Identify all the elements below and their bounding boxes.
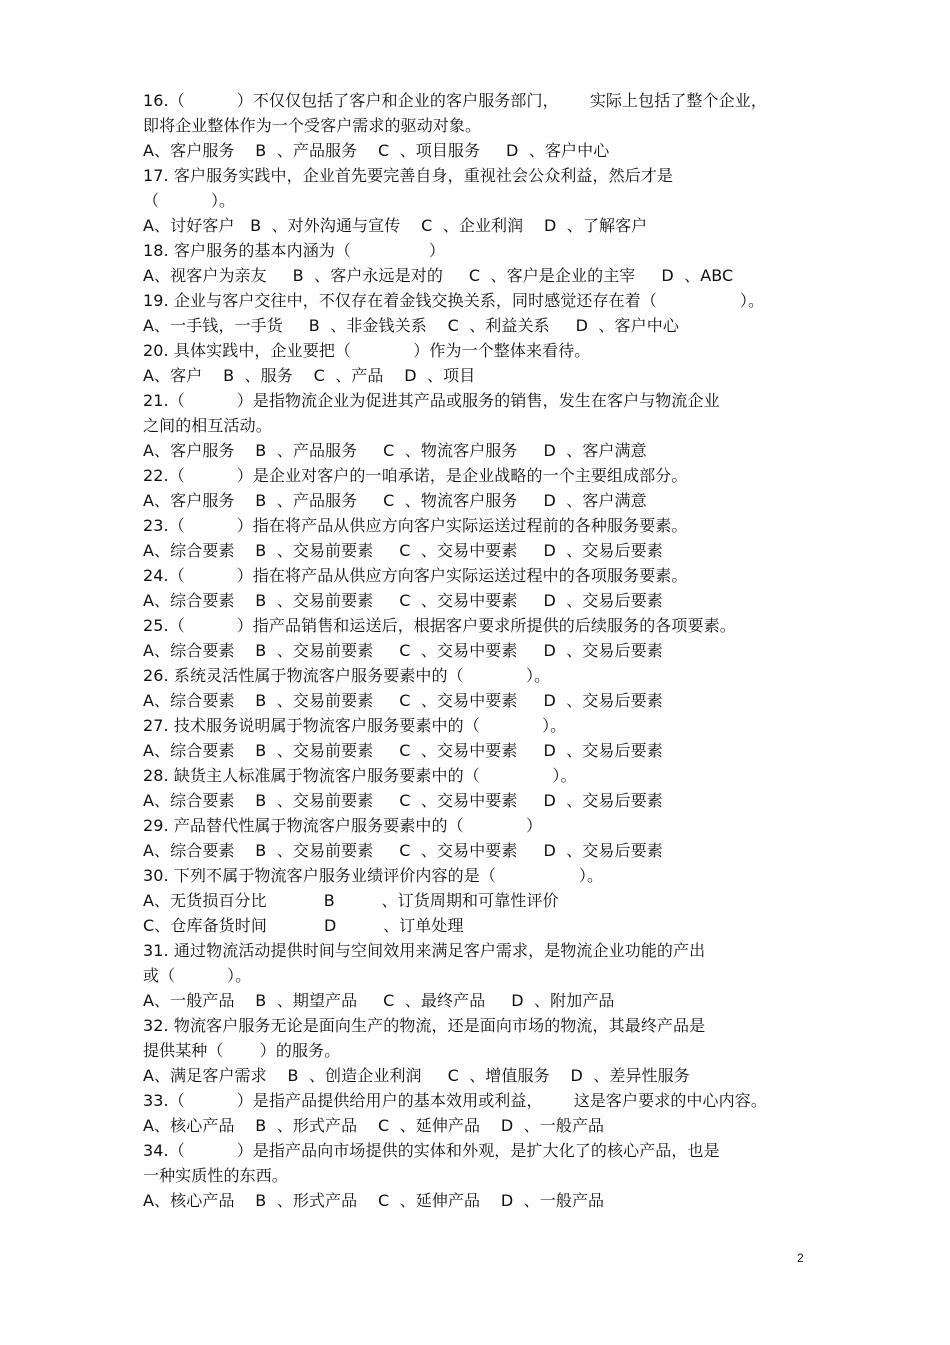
- text-line: A、客户服务 B 、产品服务 C 、物流客户服务 D 、客户满意: [143, 441, 647, 460]
- text-line: A、一般产品 B 、期望产品 C 、最终产品 D 、附加产品: [143, 991, 615, 1010]
- text-line: 34.（ ）是指产品向市场提供的实体和外观，是扩大化了的核心产品，也是: [143, 1141, 720, 1160]
- text-line: A、核心产品 B 、形式产品 C 、延伸产品 D 、一般产品: [143, 1116, 605, 1135]
- text-line: 提供某种（ ）的服务。: [143, 1041, 341, 1060]
- text-line: 26. 系统灵活性属于物流客户服务要素中的（ ）。: [143, 666, 551, 685]
- text-line: A、讨好客户 B 、对外沟通与宣传 C 、企业利润 D 、了解客户: [143, 216, 648, 235]
- text-line: A、无货损百分比 B 、订货周期和可靠性评价: [143, 891, 559, 910]
- text-line: A、客户服务 B 、产品服务 C 、物流客户服务 D 、客户满意: [143, 491, 647, 510]
- text-line: A、综合要素 B 、交易前要素 C 、交易中要素 D 、交易后要素: [143, 641, 663, 660]
- text-line: A、综合要素 B 、交易前要素 C 、交易中要素 D 、交易后要素: [143, 541, 663, 560]
- text-line: 28. 缺货主人标准属于物流客户服务要素中的（ ）。: [143, 766, 577, 785]
- text-line: 19. 企业与客户交往中，不仅存在着金钱交换关系，同时感觉还存在着（ ）。: [143, 291, 765, 310]
- text-line: （ ）。: [143, 191, 236, 210]
- text-line: A、综合要素 B 、交易前要素 C 、交易中要素 D 、交易后要素: [143, 841, 663, 860]
- text-line: A、综合要素 B 、交易前要素 C 、交易中要素 D 、交易后要素: [143, 591, 663, 610]
- text-line: 30. 下列不属于物流客户服务业绩评价内容的是（ ）。: [143, 866, 604, 885]
- text-line: A、综合要素 B 、交易前要素 C 、交易中要素 D 、交易后要素: [143, 691, 663, 710]
- text-line: 或（ ）。: [143, 966, 252, 985]
- text-line: 21.（ ）是指物流企业为促进其产品或服务的销售，发生在客户与物流企业: [143, 391, 720, 410]
- text-line: 31. 通过物流活动提供时间与空间效用来满足客户需求，是物流企业功能的产出: [143, 941, 706, 960]
- text-line: 20. 具体实践中，企业要把（ ）作为一个整体来看待。: [143, 341, 591, 360]
- text-line: A、综合要素 B 、交易前要素 C 、交易中要素 D 、交易后要素: [143, 741, 663, 760]
- text-line: 24.（ ）指在将产品从供应方向客户实际运送过程中的各项服务要素。: [143, 566, 688, 585]
- text-line: A、视客户为亲友 B 、客户永远是对的 C 、客户是企业的主宰 D 、ABC: [143, 266, 734, 285]
- text-line: 32. 物流客户服务无论是面向生产的物流，还是面向市场的物流，其最终产品是: [143, 1016, 706, 1035]
- text-line: 22.（ ）是企业对客户的一咱承诺，是企业战略的一个主要组成部分。: [143, 466, 688, 485]
- page-number: 2: [797, 1251, 804, 1265]
- question-list: [143, 88, 823, 1213]
- text-line: 之间的相互活动。: [143, 416, 272, 435]
- text-line: 33.（ ）是指产品提供给用户的基本效用或利益， 这是客户要求的中心内容。: [143, 1091, 767, 1110]
- text-line: 18. 客户服务的基本内涵为（ ）: [143, 241, 445, 260]
- text-line: A、核心产品 B 、形式产品 C 、延伸产品 D 、一般产品: [143, 1191, 605, 1210]
- text-line: A、综合要素 B 、交易前要素 C 、交易中要素 D 、交易后要素: [143, 791, 663, 810]
- text-line: 16.（ ）不仅仅包括了客户和企业的客户服务部门， 实际上包括了整个企业，: [143, 91, 767, 110]
- text-line: A、一手钱，一手货 B 、非金钱关系 C 、利益关系 D 、客户中心: [143, 316, 679, 335]
- text-line: A、客户 B 、服务 C 、产品 D 、项目: [143, 366, 476, 385]
- text-line: 27. 技术服务说明属于物流客户服务要素中的（ ）。: [143, 716, 567, 735]
- text-line: 29. 产品替代性属于物流客户服务要素中的（ ）: [143, 816, 543, 835]
- text-line: 一种实质性的东西。: [143, 1166, 288, 1185]
- text-line: A、客户服务 B 、产品服务 C 、项目服务 D 、客户中心: [143, 141, 610, 160]
- text-line: 17. 客户服务实践中，企业首先要完善自身，重视社会公众利益，然后才是: [143, 166, 674, 185]
- text-line: 25.（ ）指产品销售和运送后，根据客户要求所提供的后续服务的各项要素。: [143, 616, 736, 635]
- text-line: 即将企业整体作为一个受客户需求的驱动对象。: [143, 116, 482, 135]
- text-line: A、满足客户需求 B 、创造企业利润 C 、增值服务 D 、差异性服务: [143, 1066, 690, 1085]
- text-line: 23.（ ）指在将产品从供应方向客户实际运送过程前的各种服务要素。: [143, 516, 688, 535]
- text-line: C、仓库备货时间 D 、订单处理: [143, 916, 464, 935]
